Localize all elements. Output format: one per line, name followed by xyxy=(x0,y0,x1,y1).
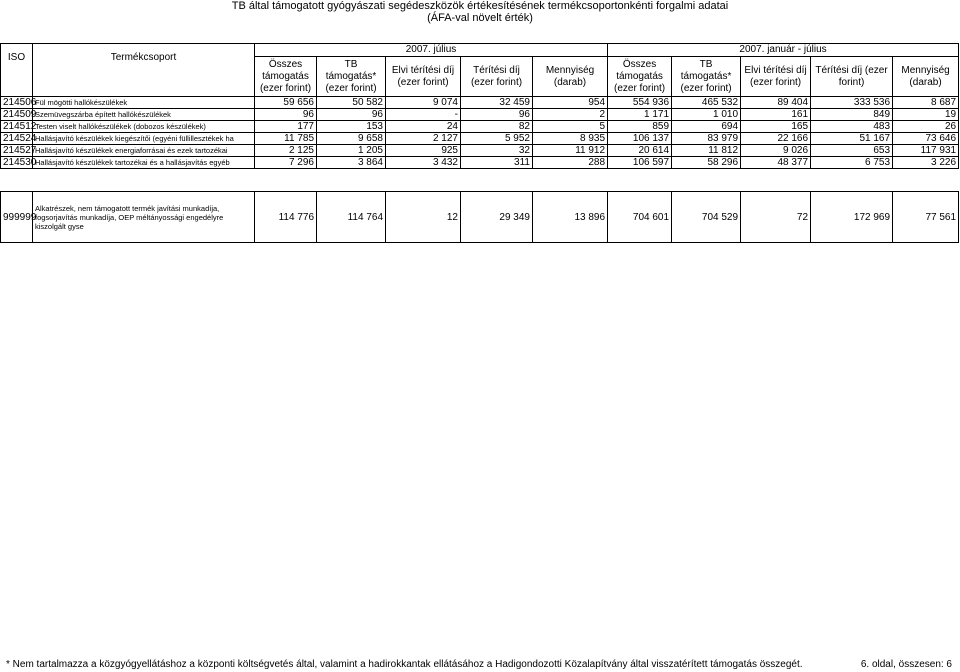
cell-value: 114 764 xyxy=(317,192,386,243)
cell-value: 925 xyxy=(386,145,461,157)
cell-value: 12 xyxy=(386,192,461,243)
cell-value: 694 xyxy=(672,121,741,133)
cell-value: 29 349 xyxy=(461,192,533,243)
product-group: Testen viselt hallókészülékek (dobozos készülékek) xyxy=(33,121,255,133)
cell-value: 2 127 xyxy=(386,133,461,145)
cell-value: 5 952 xyxy=(461,133,533,145)
cell-value: 59 656 xyxy=(255,97,317,109)
cell-value: 8 687 xyxy=(893,97,959,109)
header-period-jan-july: 2007. január - július xyxy=(608,44,959,57)
product-group: Fül mögötti hallókészülékek xyxy=(33,97,255,109)
page-number: 6. oldal, összesen: 6 xyxy=(860,659,952,670)
iso-code: 999999 xyxy=(1,192,33,243)
report-subtitle: (ÁFA-val növelt érték) xyxy=(427,12,533,24)
cell-value: 8 935 xyxy=(533,133,608,145)
header-termekcsoport: Termékcsoport xyxy=(33,44,255,97)
cell-value: 3 226 xyxy=(893,157,959,169)
cell-value: 51 167 xyxy=(811,133,893,145)
cell-value: 50 582 xyxy=(317,97,386,109)
cell-value: 859 xyxy=(608,121,672,133)
cell-value: 106 597 xyxy=(608,157,672,169)
table-row xyxy=(1,121,959,133)
product-group: Szemüvegszárba épített hallókészülékek xyxy=(33,109,255,121)
header-elvi-teritesi-dij: Elvi térítési díj (ezer forint) xyxy=(386,57,461,97)
header-osszes-tamogatas-2: Összes támogatás (ezer forint) xyxy=(608,57,672,97)
cell-value: 117 931 xyxy=(893,145,959,157)
cell-value: 333 536 xyxy=(811,97,893,109)
product-group: Alkatrészek, nem támogatott termék javítási munkadíja, fogsorjavítás munkadíja, OEP méltányossági engedélyre kiszolgált gyse xyxy=(33,192,255,243)
cell-value: 11 812 xyxy=(672,145,741,157)
iso-code: 214527 xyxy=(1,145,33,157)
header-osszes-tamogatas: Összes támogatás (ezer forint) xyxy=(255,57,317,97)
table-row xyxy=(1,97,959,109)
cell-value: 704 529 xyxy=(672,192,741,243)
cell-value: 13 896 xyxy=(533,192,608,243)
cell-value: 153 xyxy=(317,121,386,133)
product-group: Hallásjavító készülékek kiegészítői (egyéni füllillesztékek ha xyxy=(33,133,255,145)
cell-value: 20 614 xyxy=(608,145,672,157)
cell-value: 3 432 xyxy=(386,157,461,169)
cell-value: 73 646 xyxy=(893,133,959,145)
iso-code: 214530 xyxy=(1,157,33,169)
cell-value: 32 459 xyxy=(461,97,533,109)
cell-value: 48 377 xyxy=(741,157,811,169)
cell-value: 26 xyxy=(893,121,959,133)
header-teritesi-dij: Térítési díj (ezer forint) xyxy=(461,57,533,97)
cell-value: 483 xyxy=(811,121,893,133)
cell-value: 653 xyxy=(811,145,893,157)
cell-value: 83 979 xyxy=(672,133,741,145)
header-mennyiseg: Mennyiség (darab) xyxy=(533,57,608,97)
cell-value: 72 xyxy=(741,192,811,243)
cell-value: 1 205 xyxy=(317,145,386,157)
iso-code: 214512 xyxy=(1,121,33,133)
cell-value: 82 xyxy=(461,121,533,133)
cell-value: 32 xyxy=(461,145,533,157)
cell-value: 77 561 xyxy=(893,192,959,243)
cell-value: 1 171 xyxy=(608,109,672,121)
report-title: TB által támogatott gyógyászati segédeszközök értékesítésének termékcsoportonkénti forgalmi adatai xyxy=(231,0,729,12)
cell-value: 849 xyxy=(811,109,893,121)
cell-value: 22 166 xyxy=(741,133,811,145)
cell-value: 3 864 xyxy=(317,157,386,169)
table-row xyxy=(1,109,959,121)
cell-value: 165 xyxy=(741,121,811,133)
iso-code: 214524 xyxy=(1,133,33,145)
table-row xyxy=(1,133,959,145)
cell-value: 311 xyxy=(461,157,533,169)
iso-code: 214509 xyxy=(1,109,33,121)
table-row-other xyxy=(1,192,959,243)
cell-value: 7 296 xyxy=(255,157,317,169)
cell-value: 2 125 xyxy=(255,145,317,157)
cell-value: 106 137 xyxy=(608,133,672,145)
table-row xyxy=(1,157,959,169)
cell-value: 9 026 xyxy=(741,145,811,157)
cell-value: 11 912 xyxy=(533,145,608,157)
iso-code: 214506 xyxy=(1,97,33,109)
data-table xyxy=(0,43,959,243)
cell-value: 5 xyxy=(533,121,608,133)
header-mennyiseg-2: Mennyiség (darab) xyxy=(893,57,959,97)
cell-value: 704 601 xyxy=(608,192,672,243)
cell-value: 96 xyxy=(317,109,386,121)
cell-value: - xyxy=(386,109,461,121)
cell-value: 114 776 xyxy=(255,192,317,243)
table-row xyxy=(1,145,959,157)
footnote: * Nem tartalmazza a közgyógyellátáshoz a központi költségvetés által, valamint a hadirokkantak ellátásához a Hadigondozotti Közalapítvány által visszatérített támogatás összegét. xyxy=(6,659,803,670)
product-group: Hallásjavító készülékek energiaforrásai és ezek tartozékai xyxy=(33,145,255,157)
cell-value: 58 296 xyxy=(672,157,741,169)
header-elvi-teritesi-dij-2: Elvi térítési díj (ezer forint) xyxy=(741,57,811,97)
cell-value: 89 404 xyxy=(741,97,811,109)
cell-value: 96 xyxy=(461,109,533,121)
cell-value: 9 074 xyxy=(386,97,461,109)
header-teritesi-dij-2: Térítési díj (ezer forint) xyxy=(811,57,893,97)
cell-value: 11 785 xyxy=(255,133,317,145)
cell-value: 6 753 xyxy=(811,157,893,169)
cell-value: 554 936 xyxy=(608,97,672,109)
header-tb-tamogatas-2: TB támogatás* (ezer forint) xyxy=(672,57,741,97)
cell-value: 24 xyxy=(386,121,461,133)
header-period-july: 2007. július xyxy=(255,44,608,57)
cell-value: 9 658 xyxy=(317,133,386,145)
product-group: Hallásjavító készülékek tartozékai és a hallásjavítás egyéb xyxy=(33,157,255,169)
cell-value: 172 969 xyxy=(811,192,893,243)
cell-value: 96 xyxy=(255,109,317,121)
cell-value: 177 xyxy=(255,121,317,133)
cell-value: 954 xyxy=(533,97,608,109)
header-iso: ISO xyxy=(1,44,33,97)
cell-value: 2 xyxy=(533,109,608,121)
cell-value: 1 010 xyxy=(672,109,741,121)
cell-value: 288 xyxy=(533,157,608,169)
cell-value: 19 xyxy=(893,109,959,121)
header-tb-tamogatas: TB támogatás* (ezer forint) xyxy=(317,57,386,97)
cell-value: 465 532 xyxy=(672,97,741,109)
cell-value: 161 xyxy=(741,109,811,121)
